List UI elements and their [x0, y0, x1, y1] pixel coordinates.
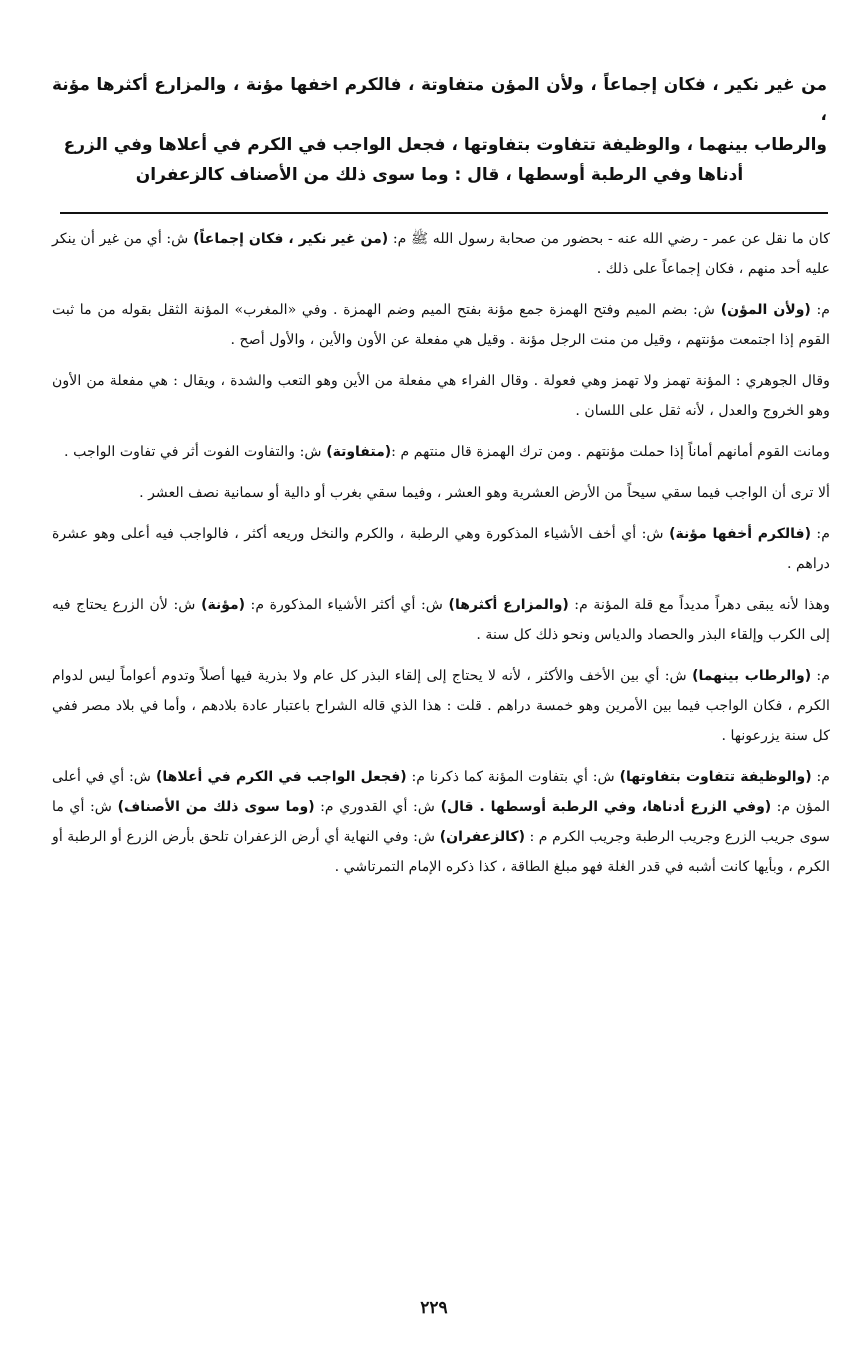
quoted-matn: (من غير نكير ، فكان إجماعاً) — [193, 231, 389, 247]
commentary-text: ش: بضم الميم وفتح الهمزة جمع مؤنة بفتح الميم وضم الهمزة . وفي «المغرب» المؤنة الثقل بقوله من ما ثبت القوم إذا اجتمعت مؤنتهم ، وقيل من منت الرجل مؤنة . وقيل هي مفعلة عن الأون والأين ، والأول أصح . — [52, 302, 830, 348]
main-text-block — [52, 70, 827, 190]
commentary-text: ش: أي من غير أن ينكر عليه أحد منهم ، فكان إجماعاً على ذلك . — [52, 231, 830, 277]
quoted-matn: (مؤنة) — [201, 597, 246, 613]
commentary-text: ش: أي أخف الأشياء المذكورة وهي الرطبة ، والكرم والنخل وريعه أكثر ، فالواجب فيه أعلى وهو عشرة دراهم . — [52, 526, 830, 572]
commentary-paragraph — [52, 590, 830, 650]
commentary-text: م: — [810, 302, 831, 318]
commentary-text: م: — [811, 526, 830, 542]
commentary-block — [52, 224, 830, 893]
commentary-text: م: — [811, 769, 831, 785]
quoted-matn: (والمزارع أكثرها) — [448, 597, 569, 613]
quoted-matn: (فالكرم أخفها مؤنة) — [669, 526, 811, 542]
quoted-matn: (كالزعفران) — [439, 829, 525, 845]
commentary-text: ألا ترى أن الواجب فيما سقي سيحاً من الأرض العشرية وهو العشر ، وفيما سقي بغرب أو دالية أو سمانية نصف العشر . — [139, 485, 830, 501]
commentary-text: ومانت القوم أمانهم أماناً إذا حملت مؤنتهم . ومن ترك الهمزة قال منتهم م : — [391, 444, 830, 460]
commentary-paragraph — [52, 519, 830, 579]
commentary-paragraph — [52, 478, 830, 508]
page-number: ٢٢٩ — [420, 1298, 448, 1318]
quoted-matn: (وما سوى ذلك من الأصناف) — [117, 799, 315, 815]
commentary-text: ش: أي بتفاوت المؤنة كما ذكرنا م: — [406, 769, 620, 785]
commentary-paragraph — [52, 295, 830, 355]
commentary-paragraph — [52, 437, 830, 467]
commentary-paragraph — [52, 366, 830, 426]
commentary-text: م: — [811, 668, 830, 684]
commentary-text: ش: أي القدوري م: — [314, 799, 441, 815]
commentary-text: ش: لأن الزرع يحتاج فيه إلى الكرب وإلقاء البذر والحصاد والدياس ونحو ذلك كل سنة . — [52, 597, 830, 643]
main-text-line: من غير نكير ، فكان إجماعاً ، ولأن المؤن متفاوتة ، فالكرم اخفها مؤنة ، والمزارع أكثرها مؤنة ، — [52, 75, 827, 125]
commentary-paragraph — [52, 224, 830, 284]
commentary-text: كان ما نقل عن عمر - رضي الله عنه - بحضور من صحابة رسول الله ﷺ م: — [388, 231, 830, 247]
commentary-paragraph — [52, 762, 830, 882]
main-text-line: أدناها وفي الرطبة أوسطها ، قال : وما سوى ذلك من الأصناف كالزعفران — [135, 165, 744, 185]
main-text-line: والرطاب بينهما ، والوظيفة تتفاوت بتفاوتها ، فجعل الواجب في الكرم في أعلاها وفي الزرع — [63, 135, 827, 155]
quoted-matn: (متفاوتة) — [326, 444, 392, 460]
quoted-matn: (فجعل الواجب في الكرم في أعلاها) — [155, 769, 407, 785]
commentary-text: وهذا لأنه يبقى دهراً مديداً مع قلة المؤنة م: — [568, 597, 831, 613]
separator-line — [60, 212, 828, 214]
commentary-text: ش: وفي النهاية أي أرض الزعفران تلحق بأرض الزرع أو الرطبة أو الكرم ، وبأيها كانت أشبه في قدر الغلة فهو مبلغ الطاقة ، كذا ذكره الإمام التمرتاشي . — [51, 829, 830, 875]
commentary-text: وقال الجوهري : المؤنة تهمز ولا تهمز وهي فعولة . وقال الفراء هي مفعلة من الأين وهو التعب والشدة ، ويقال : هي مفعلة من الأون وهو الخروج والعدل ، لأنه ثقل على اللسان . — [52, 373, 830, 419]
commentary-text: ش: أي أكثر الأشياء المذكورة م: — [245, 597, 449, 613]
commentary-text: ش: أي بين الأخف والأكثر ، لأنه لا يحتاج إلى إلقاء البذر كل عام ولا بذرية فيها أصلاً وتدوم أعواماً ليس لدوام الكرم ، فكان الواجب فيما بين الأمرين وهو خمسة دراهم . قلت : هذا الذي قاله الشراح باعتبار عادة بلادهم ، وأما في بلاد مصر ففي كل سنة يزرعونها . — [52, 668, 830, 744]
commentary-text: ش: أي ما سوى جريب الزرع وجريب الرطبة وجريب الكرم م : — [52, 799, 830, 845]
quoted-matn: (وفي الزرع أدناها، وفي الرطبة أوسطها . قال) — [440, 799, 772, 815]
quoted-matn: (والوظيفة تتفاوت بتفاوتها) — [619, 769, 812, 785]
quoted-matn: (ولأن المؤن) — [720, 302, 811, 318]
quoted-matn: (والرطاب بينهما) — [692, 668, 812, 684]
commentary-paragraph — [52, 661, 830, 751]
commentary-text: ش: أي في أعلى المؤن م: — [52, 769, 830, 815]
commentary-text: ش: والتفاوت الفوت أثر في تفاوت الواجب . — [64, 444, 327, 460]
